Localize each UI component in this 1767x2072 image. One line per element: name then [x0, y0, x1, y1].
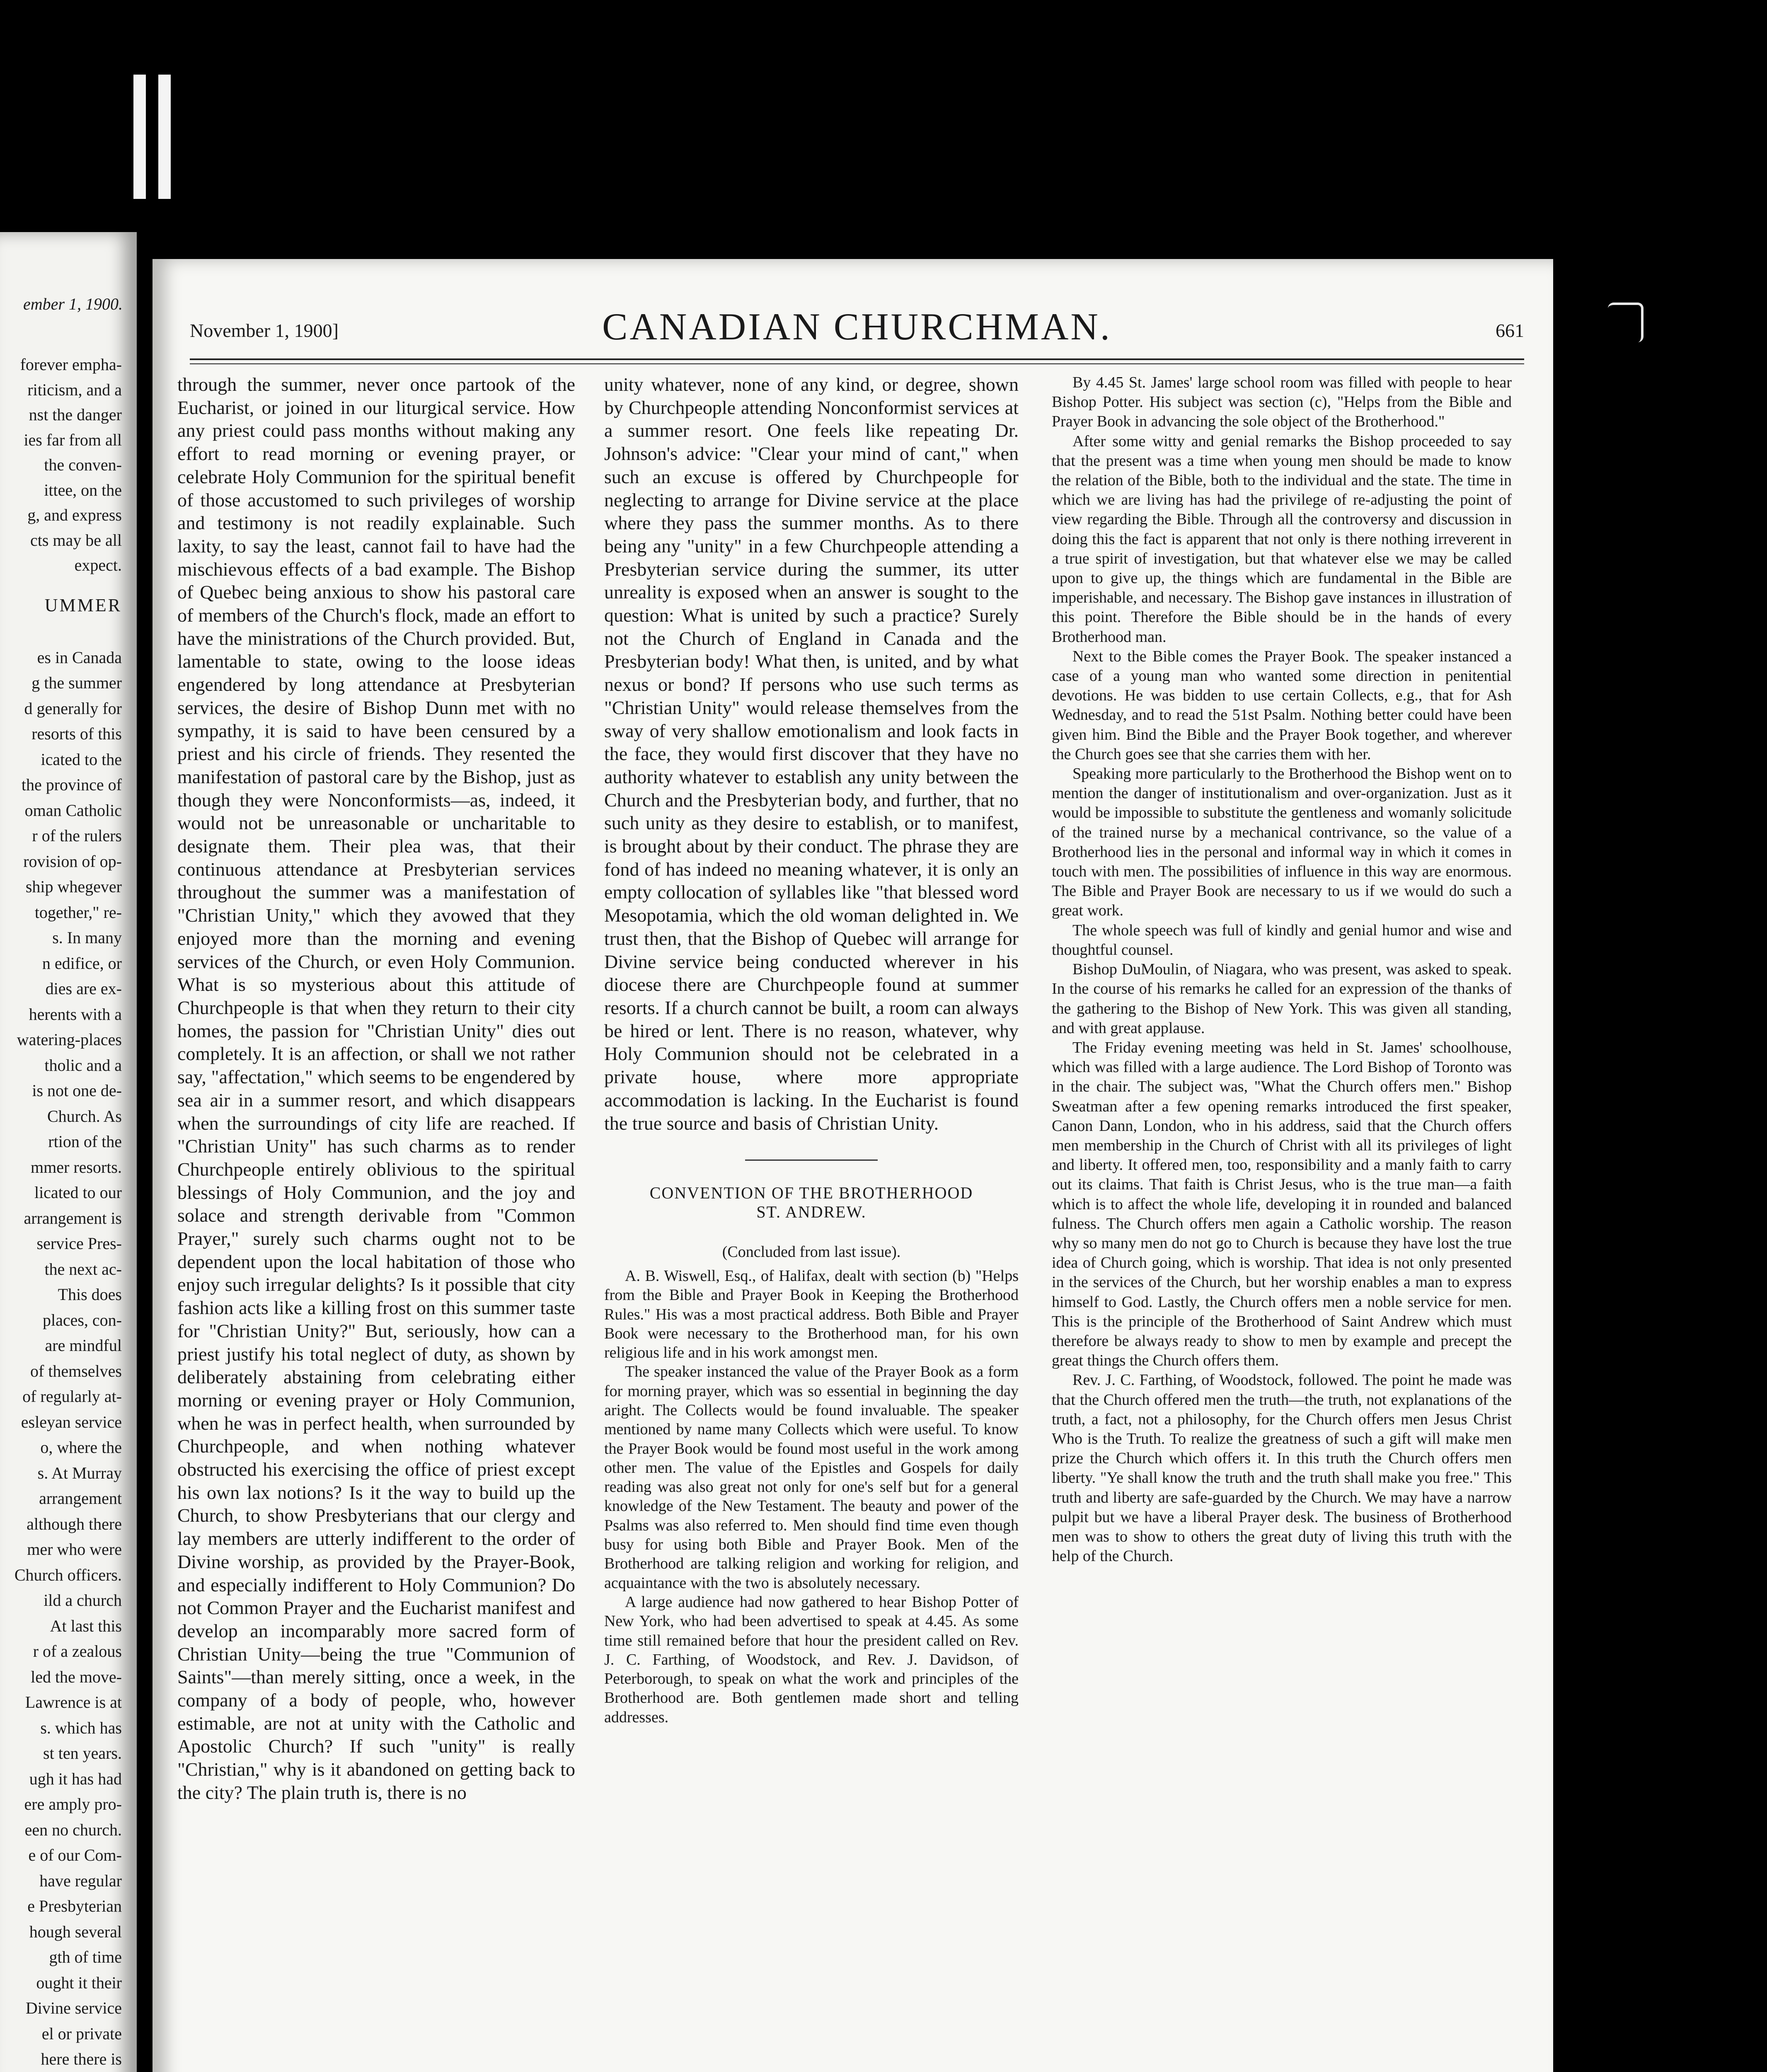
previous-page-line: s. In many: [52, 928, 122, 947]
header-rule: [190, 358, 1524, 360]
section-title-line-2: ST. ANDREW.: [756, 1203, 867, 1222]
previous-page-line: s. which has: [40, 1718, 122, 1737]
previous-page-line: mmer resorts.: [31, 1157, 122, 1176]
previous-page-line: el or private: [41, 2024, 122, 2043]
previous-page-line: This does: [58, 1285, 122, 1304]
previous-page-line: cts may be all: [30, 530, 122, 549]
previous-page-line: es in Canada: [37, 648, 122, 667]
previous-page-line: riticism, and a: [27, 380, 122, 399]
previous-page-line: arrangement: [39, 1489, 122, 1508]
previous-page-line: g, and express: [27, 506, 122, 524]
previous-page-line: ought it their: [36, 1973, 122, 1992]
previous-page-line: hough several: [29, 1922, 122, 1941]
header-rule-thin: [190, 363, 1524, 364]
page-number: 661: [1496, 320, 1524, 341]
previous-page-line: service Pres-: [36, 1234, 122, 1253]
column-2: [604, 373, 1019, 1727]
binding-mark-top-2: [158, 75, 171, 199]
paragraph: Next to the Bible comes the Prayer Book. The speaker instanced a case of a young man who wanted some direction in penitential devotions. He was bidden to use certain Collects, e.g., that for Ash Wednesday, and to read the 51st Psalm. Nothing better could have been given him. Bind the Bible and the Prayer Book together, and wherever the Church goes see that she carries them with her.: [1052, 647, 1512, 763]
previous-page-line: rtion of the: [48, 1132, 122, 1151]
previous-page-line: arrangement is: [24, 1208, 122, 1227]
page-header: [190, 305, 1524, 350]
previous-page-line: gth of time: [49, 1948, 122, 1966]
previous-page-line: een no church.: [24, 1820, 122, 1839]
section-subtitle: (Concluded from last issue).: [722, 1243, 901, 1261]
previous-page-line: mer who were: [27, 1540, 122, 1559]
previous-page-line: g the summer: [31, 673, 122, 692]
paragraph: Speaking more particularly to the Brotherhood the Bishop went on to mention the danger of institutionalism and over-organization. Just as it would be impossible to substitute the gentleness and womanly solicitude of the trained nurse by a mechanical contrivance, so the value of a Brotherhood lies in the personal and informal way in which it comes in touch with men. The possibilities of influence in this way are enormous. The Bible and Prayer Book are necessary to us if we would do such a great work.: [1052, 765, 1512, 920]
paragraph: After some witty and genial remarks the Bishop proceeded to say that the present was a time when young men should be made to know the relation of the Bible, both to the individual and the state. The time in which we are living has had the privilege of re-adjusting the point of view regarding the Bible. Through all the controversy and discussion in doing this the fact is apparent that not only is there nothing irreverent in a true spirit of investigation, but that whatever else we may be called upon to give up, the things which are fundamental in the Bible are imperishable, and necessary. The Bishop gave instances in illustration of this point. Therefore the Bible should be in the hands of every Brotherhood man.: [1052, 432, 1512, 646]
previous-page-line: ild a church: [44, 1591, 122, 1610]
previous-page-line: nst the danger: [29, 405, 122, 424]
previous-page-line: ere amply pro-: [24, 1795, 122, 1813]
previous-page-line: the next ac-: [44, 1259, 122, 1278]
previous-page-line: of regularly at-: [22, 1387, 122, 1406]
previous-page-line: st ten years.: [43, 1744, 122, 1762]
previous-page-line: d generally for: [24, 699, 122, 718]
previous-page-line: although there: [27, 1514, 122, 1533]
previous-page-line: forever empha-: [20, 355, 122, 374]
previous-page-line: icated to the: [41, 750, 122, 769]
previous-page-line: the province of: [21, 775, 122, 794]
paragraph: The Friday evening meeting was held in St. James' schoolhouse, which was filled with a large audience. The Lord Bishop of Toronto was in the chair. The subject was, "What the Church offers men." Bishop Sweatman after a few opening remarks introduced the first speaker, Canon Dann, London, who in his address, said that the Church offers men membership in the Church of Christ with all its privileges of light and liberty. It offered men, too, responsibility and a manly faith to carry out its claims. That faith is Christ Jesus, who is the true man—a faith which is to affect the whole life, developing it in rounded and balanced fulness. The Church offers men again a Catholic worship. The reason why so many men do not go to Church is because they have lost the true idea of Church going, which is worship. That idea is not only presented in the services of the Church, but her worship enables a man to express himself to God. Lastly, the Church offers men a noble service for men. This is the principle of the Brotherhood of Saint Andrew which must therefore be always ready to show to men by example and precept the great things the Church offers them.: [1052, 1038, 1512, 1370]
previous-page-line: ship whegever: [25, 877, 122, 896]
previous-page-line: dies are ex-: [45, 979, 122, 998]
previous-page-line: together," re-: [34, 903, 122, 922]
previous-page-line: rovision of op-: [23, 852, 122, 871]
previous-page-line: watering-places: [17, 1030, 122, 1049]
previous-page-line: expect.: [74, 556, 122, 574]
previous-page-line: are mindful: [45, 1336, 122, 1355]
previous-page-header: ember 1, 1900.: [23, 295, 123, 313]
previous-page-text-top: [0, 352, 122, 578]
previous-page-heading: UMMER: [44, 595, 122, 615]
previous-page-line: r of the rulers: [32, 826, 122, 845]
previous-page-fragment: [0, 232, 137, 2072]
previous-page-line: Church. As: [47, 1106, 122, 1126]
previous-page-line: places, con-: [42, 1310, 122, 1329]
previous-page-line: Divine service: [25, 1999, 122, 2017]
paragraph: A large audience had now gathered to hear Bishop Potter of New York, who had been advertised to speak at 4.45. As some time still remained before that hour the president called on Rev. J. C. Farthing, of Woodstock, and Rev. J. Davidson, of Peterborough, to speak on what the work and principles of the Brotherhood are. Both gentlemen made short and telling addresses.: [604, 1593, 1019, 1726]
previous-page-line: s. At Murray: [37, 1463, 122, 1482]
previous-page-text: [0, 352, 122, 2072]
paragraph: Bishop DuMoulin, of Niagara, who was present, was asked to speak. In the course of his remarks he called for an expression of the thanks of the gathering to the Bishop of New York. This was given all standing, and with great applause.: [1052, 961, 1512, 1037]
paragraph: By 4.45 St. James' large school room was filled with people to hear Bishop Potter. His subject was section (c), "Helps from the Bible and Prayer Book in advancing the sole object of the Brotherhood.": [1052, 374, 1512, 431]
previous-page-line: of themselves: [30, 1361, 122, 1380]
masthead-title: CANADIAN CHURCHMAN.: [602, 305, 1112, 348]
previous-page-line: esleyan service: [21, 1412, 122, 1431]
column-3: [1052, 373, 1512, 1566]
previous-page-line: resorts of this: [31, 724, 122, 743]
previous-page-line: Lawrence is at: [25, 1693, 122, 1711]
previous-page-line: here there is: [41, 2050, 122, 2068]
section-title-line-1: CONVENTION OF THE BROTHERHOOD: [649, 1184, 973, 1203]
previous-page-text-bottom: [0, 645, 122, 2072]
previous-page-line: At last this: [50, 1616, 122, 1635]
paragraph: The speaker instanced the value of the Prayer Book as a form for morning prayer, which was so essential in beginning the day aright. The Collects would be found invaluable. The speaker mentioned by name many Collects which were useful. To know the Prayer Book would be found most useful in the work among other men. The value of the Epistles and Gospels for daily reading was also great not only for one's self but for a general knowledge of the New Testament. The beauty and power of the Psalms was also referred to. Men should find time even though busy for using both Bible and Prayer Book. Men of the Brotherhood are talking religion and working for religion, and acquaintance with the two is absolutely necessary.: [604, 1363, 1019, 1592]
section-divider: [745, 1159, 878, 1161]
previous-page-line: e of our Com-: [28, 1846, 122, 1864]
previous-page-line: have regular: [39, 1871, 122, 1890]
column-1-text: through the summer, never once partook of the Eucharist, or joined in our liturgical service. How any priest could pass months without making any effort to read morning or evening prayer, or celebrate Holy Communion for the spiritual benefit of those accustomed to such privileges of worship and testimony is not readily explainable. Such laxity, to say the least, cannot fail to have had the mischievous effects of a bad example. The Bishop of Quebec being anxious to show his pastoral care of members of the Church's flock, made an effort to have the ministrations of the Church provided. But, lamentable to state, owing to the loose ideas engendered by long attendance at Presbyterian services, the desire of Bishop Dunn met with no sympathy, it is said to have been censured by a priest and his circle of friends. They resented the manifestation of pastoral care by the Bishop, just as though they were Nonconformists—as, indeed, it would not be unreasonable or uncharitable to designate them. Their plea was, that their continuous attendance at Presbyterian services throughout the summer was a manifestation of "Christian Unity," which they avowed that they enjoyed more than the morning and evening services of the Church, or even Holy Communion. What is so mysterious about this attitude of Churchpeople is that when they return to their city homes, the passion for "Christian Unity" dies out completely. It is an affection, or shall we not rather say, "affectation," which seems to be engendered by sea air in a summer resort, and which disappears when the surroundings of city life are reached. If "Christian Unity" has such charms as to render Churchpeople entirely oblivious to the spiritual blessings of Holy Communion, and the joy and solace and strength derivable from "Common Prayer," surely such charms ought not to be dependent upon the local habitation of those who enjoy such irregular delights? Is it possible that city fashion acts like a killing frost on this summer taste for "Christian Unity?" But, seriously, how can a priest justify his total neglect of duty, as shown by deliberately abstaining from celebrating either morning or evening prayer or Holy Communion, when he was in perfect health, when surrounded by Churchpeople, and when nothing whatever obstructed his exercising the office of priest except his own lax notions? Is it the way to build up the Church, to show Presbyterians that our clergy and lay members are utterly indifferent to the order of Divine worship, as provided by the Prayer-Book, and especially indifferent to Holy Communion? Do not Common Prayer and the Eucharist manifest and develop an incomparably more sacred form of Christian Unity—being the true "Communion of Saints"—than merely sitting, once a week, in the company of a body of people, who, however estimable, are not at unity with the Catholic and Apostolic Church? If such "unity" is really "Christian," why is it abandoned on getting back to the city? The plain truth is, there is no: [177, 374, 575, 1803]
previous-page-line: is not one de-: [32, 1081, 122, 1100]
previous-page-line: the conven-: [44, 455, 122, 474]
previous-page-line: n edifice, or: [42, 954, 122, 973]
paragraph: The whole speech was full of kindly and genial humor and wise and thoughtful counsel.: [1052, 921, 1512, 959]
previous-page-line: e Presbyterian: [27, 1897, 122, 1915]
previous-page-line: licated to our: [34, 1183, 122, 1202]
previous-page-line: oman Catholic: [24, 801, 122, 820]
previous-page-line: ies far from all: [24, 430, 122, 449]
previous-page-line: o, where the: [40, 1438, 122, 1457]
previous-page-line: led the move-: [31, 1667, 122, 1686]
previous-page-line: r of a zealous: [33, 1642, 122, 1661]
newspaper-page: [152, 259, 1553, 2072]
issue-date: November 1, 1900]: [190, 320, 339, 341]
paragraph: Rev. J. C. Farthing, of Woodstock, followed. The point he made was that the Church offered men the truth—the truth, not explanations of the truth, a fact, not a philosophy, for the Church offers men Jesus Christ Who is the Truth. To realize the greatness of such a gift will make men prize the Church which offers it. In this truth the Church offers men liberty. "Ye shall know the truth and the truth shall make you free." This truth and liberty are safe-guarded by the Church. We may have a narrow pulpit but we have a liberal Prayer desk. The business of Brotherhood men was to show to others the great duty of living this truth with the help of the Church.: [1052, 1371, 1512, 1565]
binding-mark-top-1: [133, 75, 146, 199]
previous-page-line: ugh it has had: [29, 1769, 122, 1788]
previous-page-line: herents with a: [29, 1005, 122, 1024]
paragraph: A. B. Wiswell, Esq., of Halifax, dealt with section (b) "Helps from the Bible and Prayer Book in Keeping the Brotherhood Rules." His was a most practical address. Both Bible and Prayer Book were necessary to the Brotherhood man, for his own religious life and in his work amongst men.: [604, 1267, 1019, 1362]
previous-page-line: ittee, on the: [44, 480, 122, 499]
column-2-text: unity whatever, none of any kind, or degree, shown by Churchpeople attending Nonconformist services at a summer resort. One feels like repeating Dr. Johnson's advice: "Clear your mind of cant," when such an excuse is offered by Churchpeople for neglecting to arrange for Divine service at the place where they pass the summer months. As to there being any "unity" in a few Churchpeople attending a Presbyterian service during the summer, its utter unreality is exposed when an answer is sought to the question: What is united by such a practice? Surely not the Church of England in Canada and the Presbyterian body! What then, is united, and by what nexus or bond? If persons who use such terms as "Christian Unity" would release themselves from the sway of very shallow emotionalism and look facts in the face, they would first discover that they have no authority whatever to establish any unity between the Church and the Presbyterian body, and further, that no such unity as they desire to establish, or to manifest, is brought about by their conduct. The phrase they are fond of has indeed no meaning whatever, it is only an empty collocation of syllables like "that blessed word Mesopotamia, which the old woman delighted in. We trust then, that the Bishop of Quebec will arrange for Divine service being conducted wherever in his diocese there are Churchpeople found at summer resorts. If a church cannot be built, a room can always be hired or lent. There is no reason, whatever, why Holy Communion should not be celebrated in a private house, where more appropriate accommodation is lacking. In the Eucharist is found the true source and basis of Christian Unity.: [604, 374, 1019, 1134]
previous-page-line: tholic and a: [44, 1055, 122, 1075]
paper-clip-icon: [1608, 303, 1644, 342]
column-1: [177, 373, 575, 1804]
previous-page-line: Church officers.: [14, 1565, 122, 1584]
